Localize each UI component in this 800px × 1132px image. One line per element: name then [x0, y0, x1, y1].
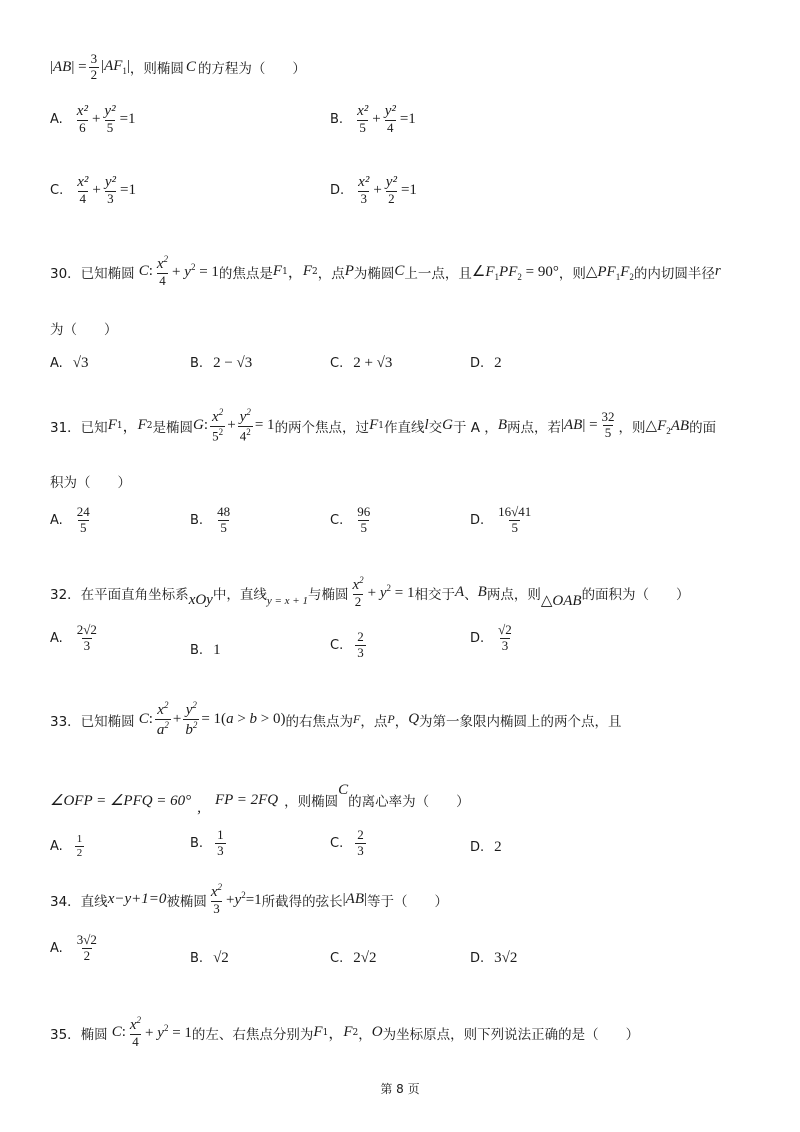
q29-text-after: ，则椭圆: [129, 61, 184, 78]
q30-option-c[interactable]: C. 2 + √3: [330, 355, 393, 371]
q32-option-d[interactable]: D. $\frac{√2}{3}$: [470, 622, 512, 653]
q32-option-c[interactable]: C. $\frac{2}{3}$: [330, 629, 364, 660]
abs-ab-expr: |AB| =: [50, 58, 87, 75]
q33-option-c[interactable]: C. $\frac{2}{3}$: [330, 827, 364, 858]
q31-option-a[interactable]: A. $\frac{24}{5}$: [50, 504, 90, 535]
q34-option-d[interactable]: D. 3√2: [470, 950, 518, 966]
q31-stem-line2: 积为（ ）: [50, 475, 131, 491]
q30-stem: 30．已知椭圆 C : $\frac{x^2}{4}$ + $y^2 = 1$ 的焦点是 F 1 ， F 2 ，点 P 为椭圆 C 上一点，且 $\angle F_1PF_2 = 90^\circ$ ，则 $\triangle PF_1F_2$ 的内切圆半径 r: [50, 254, 721, 289]
q33-stem-line2: ∠OFP = ∠PFQ = 60° , FP = 2FQ ，则椭圆 C 的离心率为（ ）: [50, 781, 470, 816]
q30-option-a[interactable]: A. √3: [50, 355, 89, 371]
q32-option-a[interactable]: A. $\frac{2√2}{3}$: [50, 622, 97, 653]
q34-option-a[interactable]: A. $\frac{3√2}{2}$: [50, 932, 97, 963]
q29-option-c[interactable]: C. $\frac{\text{x²}}{4}$ + $\frac{\text{y²}}{3}$ =1: [50, 174, 136, 207]
q33-stem: 33．已知椭圆 C : $\frac{x^2}{a^2}$ + $\frac{y^2}{b^2}$ = 1(a > b > 0) 的右焦点为 F ，点 P ， Q 为第一象限内椭圆上的两个点，且: [50, 700, 622, 739]
ellipse-c-symbol: C: [185, 58, 196, 75]
q30-option-b[interactable]: B. 2 − √3: [190, 355, 253, 371]
q31-stem: 31．已知 F 1 ， F 2 是椭圆 G : $\frac{x^2}{5^2}$ + $\frac{y^2}{4^2}$ = 1 的两个焦点，过 F 1 作直线 l 交 G 于 A ， B 两点，若 |AB| = $\frac{32}{5}$ ，则 $\triangle F_2AB$ 的面: [50, 407, 717, 444]
q33-option-a[interactable]: A. $\frac{1}{2}$: [50, 833, 83, 859]
three-halves-fraction: $\frac{3}{2}$: [90, 51, 98, 82]
q29-option-b[interactable]: B. $\frac{\text{x²}}{5}$ + $\frac{\text{y²}}{4}$ =1: [330, 103, 416, 136]
q31-option-c[interactable]: C. $\frac{96}{5}$: [330, 504, 371, 535]
q29-option-a[interactable]: A. $\frac{\text{x²}}{6}$ + $\frac{\text{y²}}{5}$ =1: [50, 103, 136, 136]
q34-option-b[interactable]: B. √2: [190, 950, 229, 966]
q30-option-d[interactable]: D. 2: [470, 355, 502, 371]
page-footer: 第 8 页: [380, 1082, 420, 1096]
q35-stem: 35．椭圆 C : $\frac{x^2}{4}$ + $y^2 = 1$ 的左、右焦点分别为 F 1 ， F 2 ， O 为坐标原点，则下列说法正确的是（ ）: [50, 1015, 640, 1050]
q30-stem-line2: 为（ ）: [50, 322, 118, 338]
q33-option-d[interactable]: D. 2: [470, 839, 502, 855]
q34-stem: 34．直线 x−y+1=0 被椭圆 $\frac{x^2}{3}$ $+y^2=1$ 所截得的弦长 |AB| 等于（ ）: [50, 882, 449, 917]
abs-af1-expr: $|AF_1|$: [101, 58, 130, 77]
q32-option-b[interactable]: B. 1: [190, 642, 221, 658]
q29-text-end: 的方程为（ ）: [197, 61, 306, 78]
q29-stem-tail: [50, 52, 306, 83]
q31-option-d[interactable]: D. $\frac{16√41}{5}$: [470, 504, 532, 535]
q33-option-b[interactable]: B. $\frac{1}{3}$: [190, 827, 224, 858]
q29-option-d[interactable]: D. $\frac{\text{x²}}{3}$ + $\frac{\text{y²}}{2}$ =1: [330, 174, 417, 207]
q31-option-b[interactable]: B. $\frac{48}{5}$: [190, 504, 231, 535]
q32-stem: 32．在平面直角坐标系 xOy 中，直线 y = x + 1 与椭圆 $\frac{x^2}{2}$ + $y^2 = 1$ 相交于 A 、 B 两点，则 △OAB 的面积为（ ）: [50, 575, 690, 610]
q34-option-c[interactable]: C. 2√2: [330, 950, 377, 966]
